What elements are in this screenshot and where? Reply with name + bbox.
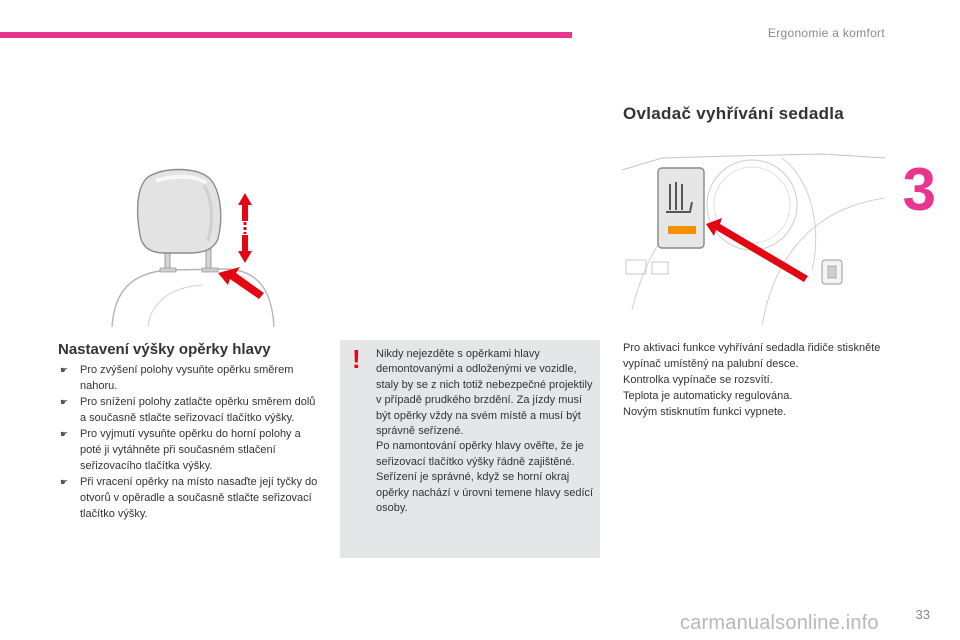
seat-heating-switch-illustration [622, 150, 885, 325]
seat-heating-description [623, 340, 893, 420]
chapter-number: 3 [902, 156, 936, 223]
header-accent-bar [0, 32, 572, 38]
warning-box [340, 340, 600, 558]
list-item: ☛ Při vracení opěrky na místo nasaďte její tyčky do otvorů v opěradle a současně stlačte seřizovací tlačítko výšky. [60, 476, 318, 520]
bullet-icon: ☛ [60, 477, 69, 487]
seat-heating-line: Novým stisknutím funkci vypnete. [623, 406, 787, 418]
seat-heating-line: Teplota je automaticky regulována. [623, 390, 793, 402]
seat-heating-heading: Ovladač vyhřívání sedadla [623, 104, 845, 123]
seat-heating-switch [658, 168, 704, 248]
exclamation-icon: ! [352, 344, 361, 374]
up-down-arrow-icon [238, 193, 252, 263]
list-item: ☛ Pro vyjmutí vysuňte opěrku do horní polohy a poté ji vytáhněte při současném stlačení seřizovacího tlačítka výšky. [60, 428, 301, 472]
headrest-illustration [108, 165, 276, 327]
warning-text: Nikdy nejezděte s opěrkami hlavy demontovanými a odloženými ve vozidle, staly by se z nich totiž nebezpečné projektily v případě prudkého brzdění. Za jízdy musí být opěrky vždy na svém místě a musí být správně seřízené. Po namontování opěrky hlavy ověřte, že je seřizovací tlačítko výšky řádně zajištěné. Seřízení je správné, když se horní okraj opěrky nachází v úrovni temene hlavy sedící osoby. [376, 348, 594, 515]
headrest-heading: Nastavení výšky opěrky hlavy [58, 341, 271, 358]
bullet-icon: ☛ [60, 397, 69, 407]
watermark: carmanualsonline.info [680, 612, 879, 634]
section-title: Ergonomie a komfort [767, 26, 885, 40]
page-number: 33 [915, 607, 930, 622]
list-item: ☛ Pro zvýšení polohy vysuňte opěrku směrem nahoru. [60, 364, 294, 392]
bullet-icon: ☛ [60, 429, 69, 439]
list-item: ☛ Pro snížení polohy zatlačte opěrku směrem dolů a současně stlačte seřizovací tlačítko výšky. [60, 396, 316, 424]
headrest-instructions [60, 362, 322, 522]
seat-heating-line: Kontrolka vypínače se rozsvítí. [623, 374, 773, 386]
bullet-icon: ☛ [60, 365, 69, 375]
seat-heating-line: Pro aktivaci funkce vyhřívání sedadla řidiče stiskněte vypínač umístěný na palubní desce. [623, 342, 881, 370]
